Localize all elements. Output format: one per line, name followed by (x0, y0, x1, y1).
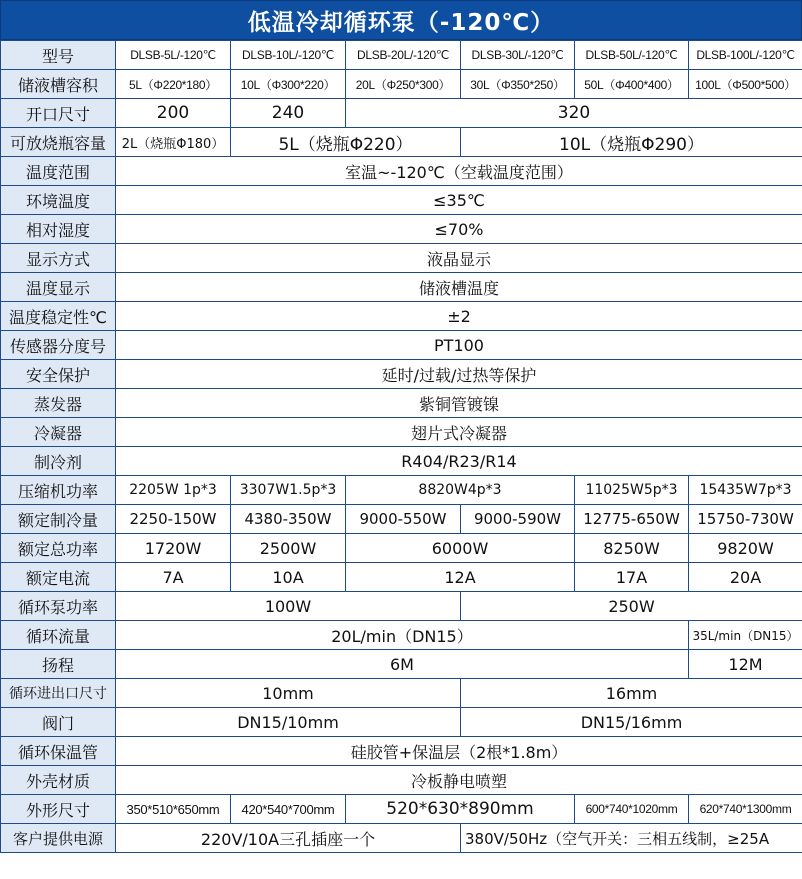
table-cell: 320 (346, 99, 802, 128)
row-label: 型号 (1, 41, 116, 70)
table-row (1, 418, 802, 447)
table-cell: 35L/min（DN15） (689, 621, 802, 650)
table-row (1, 215, 802, 244)
row-label: 蒸发器 (1, 389, 116, 418)
row-label: 可放烧瓶容量 (1, 128, 116, 157)
row-label: 阀门 (1, 708, 116, 737)
table-cell: DN15/16mm (461, 708, 802, 737)
table-cell: 7A (116, 563, 231, 592)
table-row (1, 186, 802, 215)
table-cell: 20A (689, 563, 802, 592)
table-cell: 15750-730W (689, 505, 802, 534)
table-cell: 350*510*650mm (116, 795, 231, 824)
table-cell: 600*740*1020mm (575, 795, 689, 824)
table-cell: 9000-590W (461, 505, 575, 534)
table-cell: DLSB-5L/-120℃ (116, 41, 231, 70)
table-cell: 2205W 1p*3 (116, 476, 231, 505)
table-cell: PT100 (116, 331, 802, 360)
table-row (1, 592, 802, 621)
table-cell: DLSB-100L/-120℃ (689, 41, 802, 70)
table-cell: 30L（Φ350*250） (461, 70, 575, 99)
table-row (1, 447, 802, 476)
table-cell: 6M (116, 650, 689, 679)
table-cell: 10L（Φ300*220） (231, 70, 346, 99)
sheet-title: 低温冷却循环泵（-120℃） (0, 0, 802, 40)
table-cell: 11025W5p*3 (575, 476, 689, 505)
table-row (1, 795, 802, 824)
table-row (1, 244, 802, 273)
row-label: 储液槽容积 (1, 70, 116, 99)
table-row (1, 650, 802, 679)
table-row (1, 389, 802, 418)
row-label: 温度稳定性℃ (1, 302, 116, 331)
table-row (1, 70, 802, 99)
row-label: 制冷剂 (1, 447, 116, 476)
table-cell: 2500W (231, 534, 346, 563)
row-label: 循环保温管 (1, 737, 116, 766)
table-cell: 储液槽温度 (116, 273, 802, 302)
table-row (1, 41, 802, 70)
table-cell: 8820W4p*3 (346, 476, 575, 505)
table-cell: 5L（Φ220*180） (116, 70, 231, 99)
table-row (1, 360, 802, 389)
row-label: 显示方式 (1, 244, 116, 273)
table-row (1, 331, 802, 360)
row-label: 相对湿度 (1, 215, 116, 244)
row-label: 传感器分度号 (1, 331, 116, 360)
table-row (1, 708, 802, 737)
table-cell: 16mm (461, 679, 802, 708)
table-row (1, 157, 802, 186)
table-cell: 2L（烧瓶Φ180） (116, 128, 231, 157)
table-row (1, 679, 802, 708)
table-cell: 100L（Φ500*500） (689, 70, 802, 99)
table-row (1, 824, 802, 853)
table-row (1, 737, 802, 766)
table-row (1, 534, 802, 563)
table-cell: 20L/min（DN15） (116, 621, 689, 650)
row-label: 外壳材质 (1, 766, 116, 795)
row-label: 温度范围 (1, 157, 116, 186)
row-label: 环境温度 (1, 186, 116, 215)
table-cell: 8250W (575, 534, 689, 563)
table-cell: 2250-150W (116, 505, 231, 534)
table-cell: DLSB-20L/-120℃ (346, 41, 461, 70)
table-cell: DN15/10mm (116, 708, 461, 737)
table-row (1, 766, 802, 795)
table-cell: 240 (231, 99, 346, 128)
table-cell: 冷板静电喷塑 (116, 766, 802, 795)
table-cell: 紫铜管镀镍 (116, 389, 802, 418)
table-cell: 3307W1.5p*3 (231, 476, 346, 505)
spec-table (0, 40, 802, 853)
row-label: 额定制冷量 (1, 505, 116, 534)
table-cell: 10L（烧瓶Φ290） (461, 128, 802, 157)
table-cell: 620*740*1300mm (689, 795, 802, 824)
table-cell: 5L（烧瓶Φ220） (231, 128, 461, 157)
table-cell: 50L（Φ400*400） (575, 70, 689, 99)
row-label: 外形尺寸 (1, 795, 116, 824)
row-label: 安全保护 (1, 360, 116, 389)
row-label: 客户提供电源 (1, 824, 116, 853)
row-label: 开口尺寸 (1, 99, 116, 128)
table-cell: 10A (231, 563, 346, 592)
table-cell: ±2 (116, 302, 802, 331)
table-cell: 9000-550W (346, 505, 461, 534)
table-cell: 12775-650W (575, 505, 689, 534)
table-cell: 延时/过载/过热等保护 (116, 360, 802, 389)
table-cell: 17A (575, 563, 689, 592)
table-cell: R404/R23/R14 (116, 447, 802, 476)
row-label: 额定电流 (1, 563, 116, 592)
table-row (1, 621, 802, 650)
table-cell: 1720W (116, 534, 231, 563)
table-cell: 12A (346, 563, 575, 592)
table-cell: DLSB-10L/-120℃ (231, 41, 346, 70)
table-cell: ≤70% (116, 215, 802, 244)
table-cell: DLSB-30L/-120℃ (461, 41, 575, 70)
table-cell: 20L（Φ250*300） (346, 70, 461, 99)
table-cell: 380V/50Hz（空气开关：三相五线制，≥25A (461, 824, 802, 853)
row-label: 温度显示 (1, 273, 116, 302)
table-cell: 100W (116, 592, 461, 621)
table-cell: 420*540*700mm (231, 795, 346, 824)
table-cell: 250W (461, 592, 802, 621)
table-cell: DLSB-50L/-120℃ (575, 41, 689, 70)
table-cell: 15435W7p*3 (689, 476, 802, 505)
row-label: 冷凝器 (1, 418, 116, 447)
table-cell: 10mm (116, 679, 461, 708)
row-label: 循环进出口尺寸 (1, 679, 116, 708)
table-row (1, 302, 802, 331)
table-row (1, 505, 802, 534)
table-cell: 翅片式冷凝器 (116, 418, 802, 447)
table-cell: 硅胶管+保温层（2根*1.8m） (116, 737, 802, 766)
table-cell: 9820W (689, 534, 802, 563)
table-row (1, 476, 802, 505)
table-row (1, 563, 802, 592)
row-label: 压缩机功率 (1, 476, 116, 505)
table-cell: 6000W (346, 534, 575, 563)
table-cell: 520*630*890mm (346, 795, 575, 824)
row-label: 循环泵功率 (1, 592, 116, 621)
table-row (1, 273, 802, 302)
table-cell: ≤35℃ (116, 186, 802, 215)
row-label: 循环流量 (1, 621, 116, 650)
table-row (1, 99, 802, 128)
table-cell: 220V/10A三孔插座一个 (116, 824, 461, 853)
table-cell: 12M (689, 650, 802, 679)
row-label: 额定总功率 (1, 534, 116, 563)
table-cell: 室温~-120℃（空载温度范围） (116, 157, 802, 186)
table-cell: 4380-350W (231, 505, 346, 534)
table-row (1, 128, 802, 157)
row-label: 扬程 (1, 650, 116, 679)
table-cell: 液晶显示 (116, 244, 802, 273)
table-cell: 200 (116, 99, 231, 128)
